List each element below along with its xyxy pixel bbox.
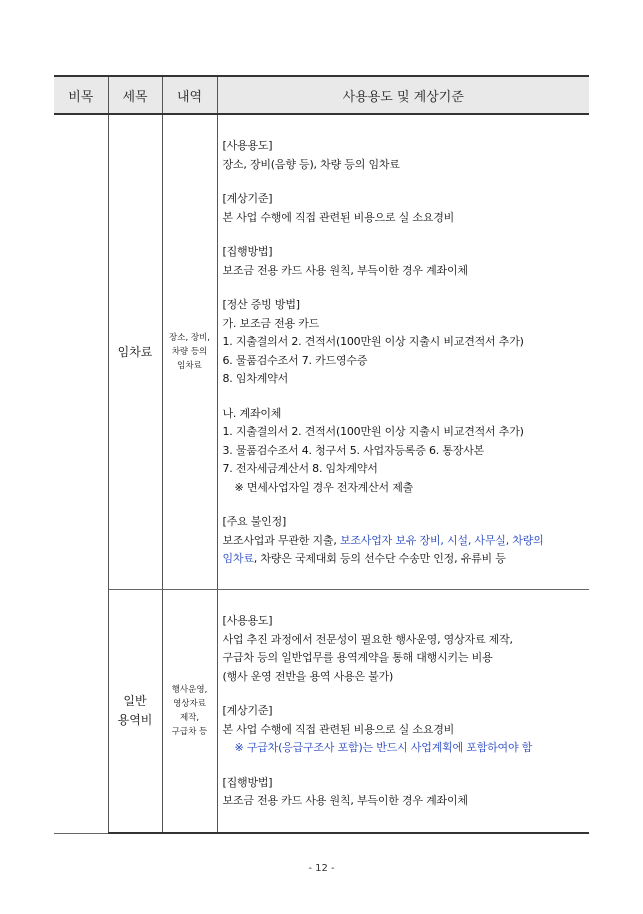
basis-title: [계상기준]	[222, 192, 273, 205]
disallowed-highlight: 임차료	[222, 552, 254, 565]
budget-table	[54, 75, 589, 834]
header-sub-category: 세목	[108, 76, 162, 114]
transfer-line: 7. 전자세금계산서 8. 임차계약서	[222, 462, 378, 475]
subitem-service: 일반 용역비	[108, 590, 162, 834]
item-rental: 장소, 장비, 차량 등의 임차료	[162, 114, 217, 590]
table-row-rental	[54, 114, 589, 590]
card-title: 가. 보조금 전용 카드	[222, 316, 320, 330]
transfer-line: 3. 물품검수조서 4. 청구서 5. 사업자등록증 6. 통장사본	[222, 443, 485, 457]
usage-line: 사업 추진 과정에서 전문성이 필요한 행사운영, 영상자료 제작,	[222, 632, 513, 646]
basis-text: 본 사업 수행에 직접 관련된 비용으로 실 소요경비	[222, 722, 455, 736]
card-line: 6. 물품검수조서 7. 카드영수증	[222, 353, 368, 367]
usage-line: (행사 운영 전반을 용역 사용은 불가)	[222, 669, 394, 683]
exec-text: 보조금 전용 카드 사용 원칙, 부득이한 경우 계좌이체	[222, 794, 468, 807]
description-service	[217, 590, 589, 834]
exec-title: [집행방법]	[222, 775, 273, 789]
exec-title: [집행방법]	[222, 245, 273, 258]
basis-text: 본 사업 수행에 직접 관련된 비용으로 실 소요경비	[222, 210, 455, 224]
header-details: 내역	[162, 76, 217, 114]
transfer-line: 1. 지출결의서 2. 견적서(100만원 이상 지출시 비교견적서 추가)	[222, 425, 524, 438]
exec-text: 보조금 전용 카드 사용 원칙, 부득이한 경우 계좌이체	[222, 263, 468, 277]
item-service: 행사운영, 영상자료 제작, 구급차 등	[162, 590, 217, 834]
table-row-service	[54, 590, 589, 834]
budget-category-cell	[54, 114, 108, 833]
evidence-title: [정산 증빙 방법]	[222, 298, 300, 311]
basis-note: ※ 구급차(응급구조사 포함)는 반드시 사업계획에 포함하여야 함	[234, 741, 533, 754]
usage-text: 장소, 장비(음향 등), 차량 등의 임차료	[222, 157, 400, 171]
card-line: 8. 임차계약서	[222, 372, 289, 385]
page-number: - 12 -	[308, 863, 335, 874]
card-line: 1. 지출결의서 2. 견적서(100만원 이상 지출시 비교견적서 추가)	[222, 335, 524, 348]
disallowed-title: [주요 불인정]	[222, 515, 287, 528]
header-budget-category: 비목	[54, 76, 108, 114]
table-header-row	[54, 76, 589, 114]
usage-line: 구급차 등의 일반업무를 용역계약을 통해 대행시키는 비용	[222, 651, 493, 664]
usage-title: [사용용도]	[222, 139, 273, 152]
subitem-rental: 임차료	[108, 114, 162, 590]
description-rental	[217, 114, 589, 590]
disallowed-highlight: 보조사업자 보유 장비, 시설, 사무실, 차량의	[339, 533, 544, 547]
disallowed-line-2: 임차료, 차량은 국제대회 등의 선수단 수송만 인정, 유류비 등	[222, 552, 506, 565]
disallowed-line-1: 보조사업과 무관한 지출, 보조사업자 보유 장비, 시설, 사무실, 차량의	[222, 533, 544, 547]
transfer-note: ※ 면세사업자일 경우 전자계산서 제출	[234, 480, 414, 494]
header-usage-criteria: 사용용도 및 계상기준	[217, 76, 589, 114]
basis-title: [계상기준]	[222, 704, 273, 717]
transfer-title: 나. 계좌이체	[222, 406, 282, 420]
usage-title: [사용용도]	[222, 614, 273, 627]
